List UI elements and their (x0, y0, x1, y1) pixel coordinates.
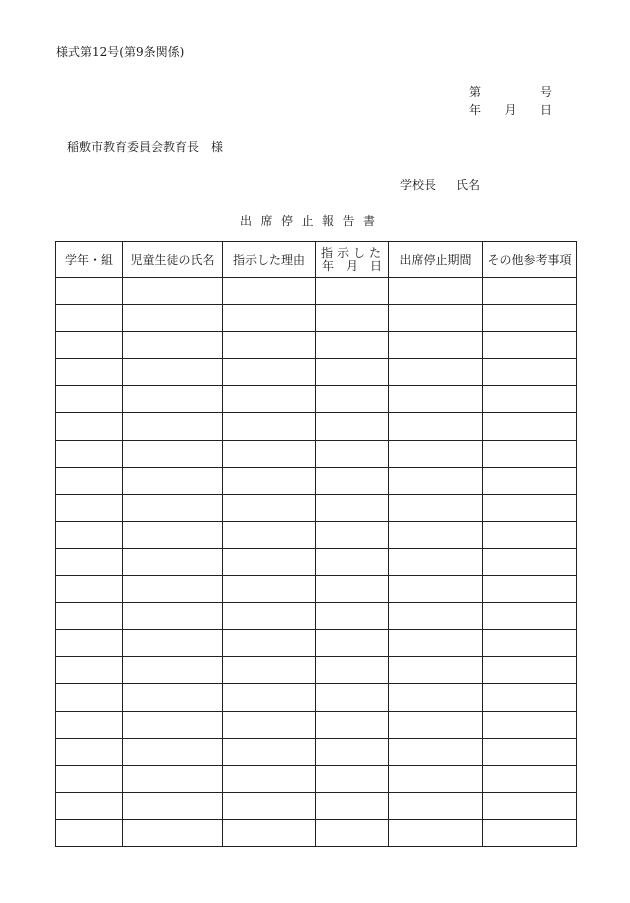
table-row (56, 413, 577, 440)
suspension-period-cell[interactable] (389, 765, 483, 792)
student-name-cell[interactable] (123, 548, 223, 575)
grade-class-cell[interactable] (56, 278, 123, 305)
table-row (56, 332, 577, 359)
student-name-cell[interactable] (123, 792, 223, 819)
title-char: 告 (342, 214, 355, 228)
student-name-cell[interactable] (123, 684, 223, 711)
student-name-cell[interactable] (123, 819, 223, 846)
grade-class-cell[interactable] (56, 657, 123, 684)
suspension-period-cell[interactable] (389, 819, 483, 846)
grade-class-cell[interactable] (56, 684, 123, 711)
instructed-date-cell[interactable] (316, 359, 389, 386)
table-row (56, 386, 577, 413)
reason-cell[interactable] (223, 792, 316, 819)
student-name-cell[interactable] (123, 467, 223, 494)
instructed-date-year: 年 (322, 258, 335, 273)
instructed-date-month: 月 (345, 258, 358, 273)
other-notes-cell[interactable] (483, 467, 577, 494)
table-header-row (56, 242, 577, 278)
student-name-cell[interactable] (123, 359, 223, 386)
other-notes-cell[interactable] (483, 278, 577, 305)
principal-signature-line (400, 176, 480, 193)
reason-cell[interactable] (223, 711, 316, 738)
instructed-date-cell[interactable] (316, 819, 389, 846)
reason-cell[interactable] (223, 305, 316, 332)
reason-cell[interactable] (223, 684, 316, 711)
suspension-period-cell[interactable] (389, 711, 483, 738)
document-number-suffix: 号 (539, 85, 552, 99)
table-row (56, 684, 577, 711)
column-header-instructed-date (316, 242, 389, 278)
grade-class-cell[interactable] (56, 576, 123, 603)
student-name-cell[interactable] (123, 440, 223, 467)
suspension-period-cell[interactable] (389, 359, 483, 386)
report-table-body (56, 278, 577, 847)
instructed-date-cell[interactable] (316, 684, 389, 711)
suspension-period-cell[interactable] (389, 792, 483, 819)
table-row (56, 657, 577, 684)
column-header-student-name: 児童生徒の氏名 (123, 242, 223, 278)
table-row (56, 548, 577, 575)
suspension-period-cell[interactable] (389, 603, 483, 630)
grade-class-cell[interactable] (56, 440, 123, 467)
honorific: 様 (211, 140, 224, 154)
other-notes-cell[interactable] (483, 413, 577, 440)
table-row (56, 440, 577, 467)
instructed-date-cell[interactable] (316, 603, 389, 630)
date-month-label: 月 (504, 103, 517, 117)
document-number-line (469, 83, 552, 100)
document-number-prefix: 第 (469, 85, 482, 99)
grade-class-cell[interactable] (56, 738, 123, 765)
other-notes-cell[interactable] (483, 305, 577, 332)
instructed-date-cell[interactable] (316, 548, 389, 575)
other-notes-cell[interactable] (483, 792, 577, 819)
table-row (56, 467, 577, 494)
student-name-cell[interactable] (123, 738, 223, 765)
other-notes-cell[interactable] (483, 711, 577, 738)
title-char: 止 (301, 214, 314, 228)
reason-cell[interactable] (223, 494, 316, 521)
grade-class-cell[interactable] (56, 548, 123, 575)
grade-class-cell[interactable] (56, 521, 123, 548)
student-name-cell[interactable] (123, 305, 223, 332)
grade-class-cell[interactable] (56, 711, 123, 738)
reason-cell[interactable] (223, 521, 316, 548)
student-name-cell[interactable] (123, 413, 223, 440)
grade-class-cell[interactable] (56, 386, 123, 413)
student-name-cell[interactable] (123, 521, 223, 548)
table-row (56, 278, 577, 305)
suspension-period-cell[interactable] (389, 278, 483, 305)
other-notes-cell[interactable] (483, 332, 577, 359)
grade-class-cell[interactable] (56, 494, 123, 521)
reason-cell[interactable] (223, 657, 316, 684)
addressee-name: 稲敷市教育委員会教育長 (67, 140, 200, 154)
student-name-cell[interactable] (123, 630, 223, 657)
reason-cell[interactable] (223, 332, 316, 359)
table-row (56, 819, 577, 846)
column-header-grade-class: 学年・組 (56, 242, 123, 278)
date-line (469, 101, 552, 118)
date-day-label: 日 (539, 103, 552, 117)
title-char: 書 (363, 214, 376, 228)
table-row (56, 765, 577, 792)
instructed-date-cell[interactable] (316, 711, 389, 738)
principal-label: 学校長 (400, 178, 437, 192)
instructed-date-cell[interactable] (316, 765, 389, 792)
suspension-period-cell[interactable] (389, 576, 483, 603)
suspension-period-cell[interactable] (389, 738, 483, 765)
instructed-date-cell[interactable] (316, 657, 389, 684)
table-row (56, 630, 577, 657)
title-char: 出 (240, 214, 253, 228)
other-notes-cell[interactable] (483, 359, 577, 386)
suspension-period-cell[interactable] (389, 413, 483, 440)
form-number: 様式第12号(第9条関係) (56, 45, 185, 59)
reason-cell[interactable] (223, 440, 316, 467)
student-name-cell[interactable] (123, 603, 223, 630)
grade-class-cell[interactable] (56, 603, 123, 630)
instructed-date-cell[interactable] (316, 467, 389, 494)
other-notes-cell[interactable] (483, 576, 577, 603)
other-notes-cell[interactable] (483, 684, 577, 711)
grade-class-cell[interactable] (56, 792, 123, 819)
column-header-reason: 指示した理由 (223, 242, 316, 278)
reason-cell[interactable] (223, 548, 316, 575)
grade-class-cell[interactable] (56, 359, 123, 386)
other-notes-cell[interactable] (483, 494, 577, 521)
instructed-date-cell[interactable] (316, 413, 389, 440)
column-header-other-notes: その他参考事項 (483, 242, 577, 278)
instructed-date-cell[interactable] (316, 386, 389, 413)
student-name-cell[interactable] (123, 657, 223, 684)
report-table (55, 241, 577, 847)
other-notes-cell[interactable] (483, 657, 577, 684)
grade-class-cell[interactable] (56, 467, 123, 494)
suspension-period-cell[interactable] (389, 332, 483, 359)
other-notes-cell[interactable] (483, 548, 577, 575)
document-title (240, 212, 384, 229)
student-name-cell[interactable] (123, 494, 223, 521)
instructed-date-cell[interactable] (316, 576, 389, 603)
other-notes-cell[interactable] (483, 630, 577, 657)
reason-cell[interactable] (223, 603, 316, 630)
title-char: 停 (281, 214, 294, 228)
instructed-date-cell[interactable] (316, 521, 389, 548)
other-notes-cell[interactable] (483, 440, 577, 467)
name-label: 氏名 (456, 178, 481, 192)
reason-cell[interactable] (223, 738, 316, 765)
suspension-period-cell[interactable] (389, 305, 483, 332)
table-row (56, 359, 577, 386)
instructed-date-cell[interactable] (316, 630, 389, 657)
other-notes-cell[interactable] (483, 603, 577, 630)
instructed-date-cell[interactable] (316, 332, 389, 359)
addressee (67, 138, 223, 155)
grade-class-cell[interactable] (56, 630, 123, 657)
suspension-period-cell[interactable] (389, 494, 483, 521)
instructed-date-cell[interactable] (316, 305, 389, 332)
instructed-date-cell[interactable] (316, 440, 389, 467)
table-row (56, 792, 577, 819)
table-row (56, 576, 577, 603)
suspension-period-cell[interactable] (389, 440, 483, 467)
instructed-date-cell[interactable] (316, 278, 389, 305)
instructed-date-line2 (316, 260, 388, 273)
table-row (56, 603, 577, 630)
reason-cell[interactable] (223, 359, 316, 386)
reason-cell[interactable] (223, 576, 316, 603)
instructed-date-cell[interactable] (316, 792, 389, 819)
grade-class-cell[interactable] (56, 765, 123, 792)
student-name-cell[interactable] (123, 332, 223, 359)
grade-class-cell[interactable] (56, 332, 123, 359)
table-row (56, 521, 577, 548)
title-char: 報 (322, 214, 335, 228)
other-notes-cell[interactable] (483, 386, 577, 413)
grade-class-cell[interactable] (56, 413, 123, 440)
other-notes-cell[interactable] (483, 521, 577, 548)
reason-cell[interactable] (223, 819, 316, 846)
suspension-period-cell[interactable] (389, 684, 483, 711)
other-notes-cell[interactable] (483, 765, 577, 792)
column-header-suspension-period: 出席停止期間 (389, 242, 483, 278)
instructed-date-cell[interactable] (316, 738, 389, 765)
reason-cell[interactable] (223, 413, 316, 440)
reason-cell[interactable] (223, 765, 316, 792)
table-row (56, 494, 577, 521)
student-name-cell[interactable] (123, 278, 223, 305)
table-row (56, 711, 577, 738)
title-char: 席 (260, 214, 273, 228)
suspension-period-cell[interactable] (389, 521, 483, 548)
other-notes-cell[interactable] (483, 819, 577, 846)
suspension-period-cell[interactable] (389, 548, 483, 575)
student-name-cell[interactable] (123, 711, 223, 738)
instructed-date-line1: 指示した (320, 245, 385, 260)
student-name-cell[interactable] (123, 386, 223, 413)
suspension-period-cell[interactable] (389, 657, 483, 684)
reason-cell[interactable] (223, 278, 316, 305)
table-row (56, 305, 577, 332)
student-name-cell[interactable] (123, 765, 223, 792)
suspension-period-cell[interactable] (389, 630, 483, 657)
date-year-label: 年 (469, 103, 482, 117)
suspension-period-cell[interactable] (389, 386, 483, 413)
table-row (56, 738, 577, 765)
suspension-period-cell[interactable] (389, 467, 483, 494)
reason-cell[interactable] (223, 630, 316, 657)
student-name-cell[interactable] (123, 576, 223, 603)
reason-cell[interactable] (223, 386, 316, 413)
instructed-date-day: 日 (369, 258, 382, 273)
grade-class-cell[interactable] (56, 305, 123, 332)
other-notes-cell[interactable] (483, 738, 577, 765)
reason-cell[interactable] (223, 467, 316, 494)
instructed-date-cell[interactable] (316, 494, 389, 521)
grade-class-cell[interactable] (56, 819, 123, 846)
